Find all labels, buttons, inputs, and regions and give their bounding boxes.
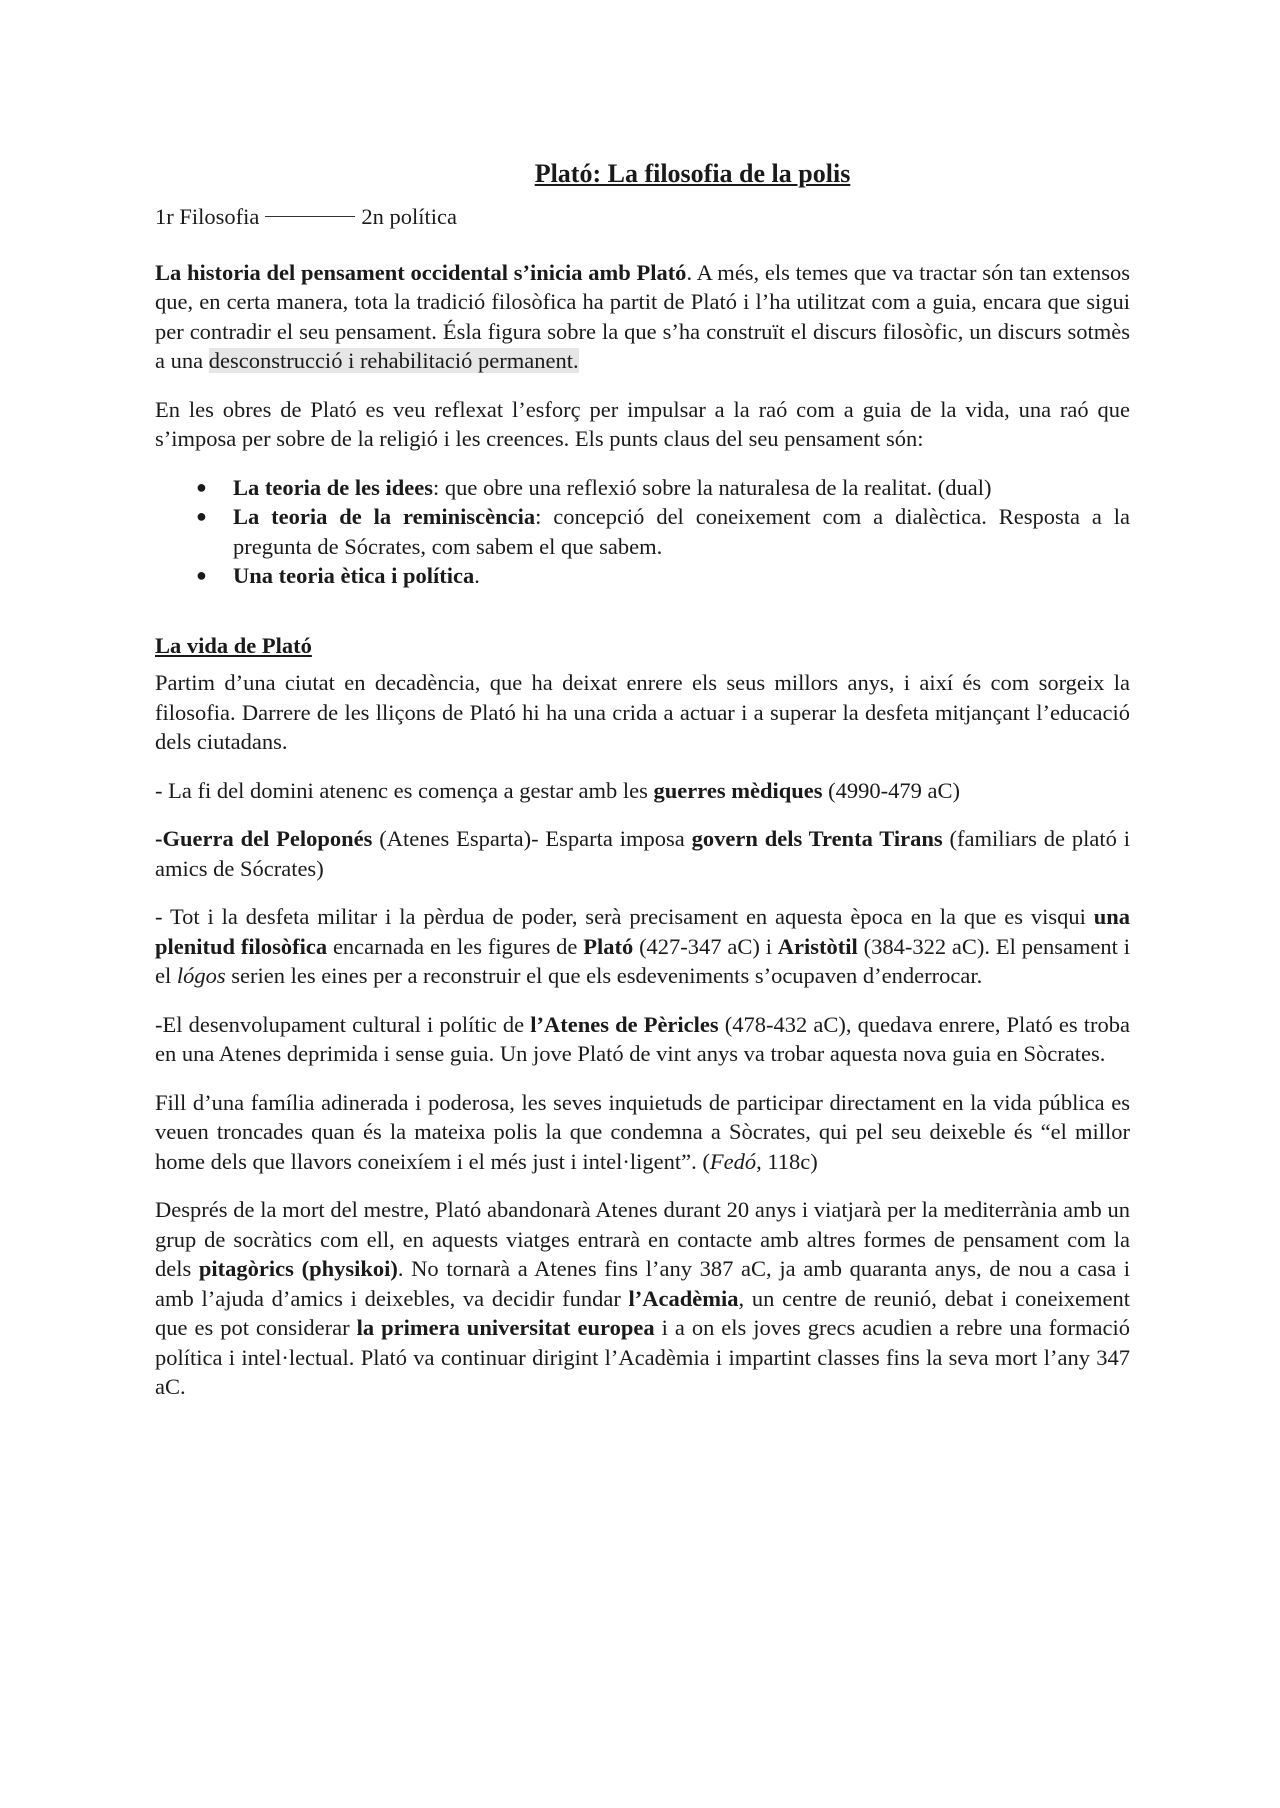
bold-span: -Guerra del Peloponés — [155, 826, 373, 851]
text-span: . No tornarà a Atenes fins l’any 387 aC, ja amb quaranta anys, de nou a casa i amb l’ajuda d’amics i deixebles, va decidir fundar — [155, 1256, 1130, 1311]
key-points-list — [155, 473, 1130, 591]
bold-span: l’Acadèmia — [628, 1285, 739, 1311]
paragraph-pericles — [155, 1010, 1130, 1069]
text-span: (384-322 aC). El pensament i el — [155, 933, 1131, 988]
text-span: (familiars de plató i amics de Sócrates) — [155, 826, 1130, 881]
subject-line — [155, 202, 1130, 232]
highlighted-text: desconstrucció i rehabilitació permanent. — [208, 348, 579, 373]
italic-span: Fedó — [709, 1148, 757, 1174]
text-span: Després de la mort del mestre, Plató abandonarà Atenes durant 20 anys i viatjarà per la mediterrània amb un grup de socràtics com ell, en aquests viatges entrarà en contacte amb altres formes de pensament com la dels — [155, 1197, 1130, 1281]
bold-span: l’Atenes de Pèricles — [530, 1011, 719, 1037]
text-span: Fill d’una família adinerada i poderosa, les seves inquietuds de participar directament en la vida pública es veuen troncades quan és la mateixa polis la que condemna a Sòcrates, qui pel seu deixeble és “el millor home dels que llavors coneixíem i el més just i intel·ligent”. ( — [155, 1089, 1130, 1174]
paragraph-academy — [155, 1195, 1130, 1402]
paragraph-family — [155, 1088, 1130, 1177]
bold-span: una plenitud filosòfica — [155, 904, 1130, 959]
list-item-text: : que obre una reflexió sobre la naturalesa de la realitat. (dual) — [432, 474, 992, 500]
bold-span: Plató — [583, 933, 634, 959]
text-span: encarnada en les figures de — [327, 933, 584, 959]
paragraph-philosophical-plenitude — [155, 902, 1130, 991]
paragraph-key-points: En les obres de Plató es veu reflexat l’esforç per impulsar a la raó com a guia de la vida, una raó que s’imposa per sobre de la religió i les creences. Els punts claus del seu pensament són: — [155, 396, 1130, 451]
list-item — [233, 502, 1130, 561]
bold-span: govern dels Trenta Tirans — [691, 826, 943, 851]
paragraph-peloponnese — [155, 824, 1130, 883]
bold-span: Aristòtil — [777, 933, 858, 959]
list-item — [233, 561, 1130, 591]
text-span: , un centre de reunió, debat i coneixement que es pot considerar — [155, 1285, 1130, 1340]
list-item-text: : concepció del coneixement com a dialèctica. Resposta a la pregunta de Sócrates, com sabem el que sabem. — [233, 504, 1130, 559]
paragraph-decadence: Partim d’una ciutat en decadència, que ha deixat enrere els seus millors anys, i així és com sorgeix la filosofia. Darrere de les lliçons de Plató hi ha una crida a actuar i a superar la desfeta mitjançant l’educació dels ciutadans. — [155, 670, 1130, 754]
document-body — [155, 150, 1130, 1421]
text-span: (Atenes Esparta)- Esparta imposa — [372, 826, 692, 851]
page-title: Plató: La filosofia de la polis — [534, 159, 851, 188]
bold-span: guerres mèdiques — [653, 777, 823, 803]
text-span: serien les eines per a reconstruir el que els esdeveniments s’ocupaven d’enderrocar. — [225, 963, 983, 988]
list-item — [233, 473, 1130, 503]
text-span: (427-347 aC) i — [633, 933, 778, 959]
italic-span: lógos — [176, 963, 226, 988]
subject-second: 2n política — [361, 204, 457, 229]
intro-bold: La historia del pensament occidental s’inicia amb Plató — [155, 259, 687, 285]
text-span: i a on els joves grecs acudien a rebre una formació política i intel·lectual. Plató va continuar dirigint l’Acadèmia i impartint classes fins la seva mort l’any 347 aC. — [155, 1315, 1130, 1399]
section-heading: La vida de Plató — [155, 632, 312, 658]
bold-span: pitagòrics (physikoi) — [198, 1256, 398, 1281]
list-item-text: . — [474, 563, 480, 588]
text-span: -El desenvolupament cultural i polític de — [155, 1011, 531, 1037]
text-span: (478-432 aC), quedava enrere, Plató es troba en una Atenes deprimida i sense guia. Un jove Plató de vint anys va trobar aquesta nova guia en Sòcrates. — [155, 1011, 1130, 1066]
list-item-bold: Una teoria ètica i política — [233, 563, 475, 588]
intro-paragraph — [155, 258, 1130, 376]
intro-text: . A més, els temes que va tractar són tan extensos que, en certa manera, tota la tradició filosòfica ha partit de Plató i l’ha utilitzat com a guia, encara que sigui per contradir el seu pensament. Ésla figura sobre la que s’ha construït el discurs filosòfic, un discurs sotmès a una — [155, 259, 1130, 373]
list-item-bold: La teoria de les idees — [233, 474, 433, 500]
bold-span: la primera universitat europea — [356, 1315, 655, 1340]
text-span: - Tot i la desfeta militar i la pèrdua de poder, serà precisament en aquesta època en la que es visqui — [155, 904, 1094, 929]
subject-first: 1r Filosofia — [155, 204, 260, 229]
list-item-bold: La teoria de la reminiscència — [233, 504, 536, 529]
text-span: (4990-479 aC) — [822, 777, 960, 803]
subject-connector-line — [265, 216, 355, 217]
text-span: - La fi del domini atenenc es comença a gestar amb les — [155, 777, 654, 803]
text-span: , 118c) — [756, 1148, 818, 1174]
paragraph-medic-wars — [155, 776, 1130, 806]
